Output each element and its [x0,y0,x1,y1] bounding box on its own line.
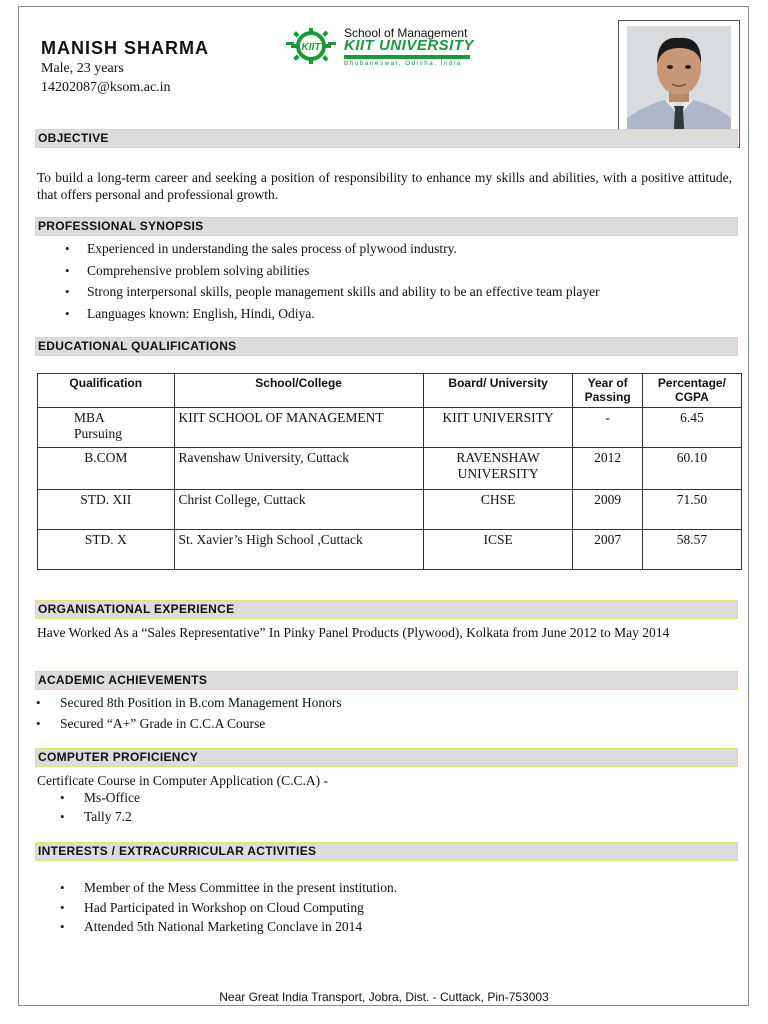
list-item [60,880,684,900]
table-cell: CHSE [423,490,573,530]
table-cell: 71.50 [642,490,741,530]
list-item-text: Comprehensive problem solving abilities [87,262,310,278]
computer-list [60,790,484,828]
education-header-row [38,374,742,408]
section-objective: OBJECTIVE [35,129,738,148]
kiit-logo [286,26,486,68]
bullet-dot-icon: • [60,899,65,915]
section-education: EDUCATIONAL QUALIFICATIONS [35,337,738,356]
section-achievements: ACADEMIC ACHIEVEMENTS [35,671,738,690]
bullet-dot-icon: • [60,809,65,824]
list-item [65,284,727,306]
list-item [60,809,484,828]
table-cell: 2007 [573,530,642,570]
objective-text: To build a long-term career and seeking a position of responsibility to enhance my skills and abilities, with a positive attitude, that offers personal and professional growth. [37,170,732,202]
header-year: Year of Passing [573,374,642,408]
table-cell: STD. X [38,530,175,570]
logo-location-text: Bhubaneswar, Odisha, India [344,60,462,67]
svg-text:KIIT: KIIT [301,42,321,53]
table-row [38,490,742,530]
bullet-dot-icon: • [65,305,70,321]
table-cell: KIIT SCHOOL OF MANAGEMENT [174,408,423,448]
table-cell: Christ College, Cuttack [174,490,423,530]
table-cell: KIIT UNIVERSITY [423,408,573,448]
synopsis-list [65,241,727,327]
list-item [65,262,727,285]
logo-university-text: KIIT UNIVERSITY [344,37,475,54]
profile-photo [627,26,731,144]
table-cell: Ravenshaw University, Cuttack [174,448,423,490]
table-cell: - [573,408,642,448]
interests-list [60,880,684,939]
section-experience: ORGANISATIONAL EXPERIENCE [35,600,738,619]
table-cell: 60.10 [642,448,741,490]
table-cell: STD. XII [38,490,175,530]
kiit-wheel-logo-icon [286,28,336,64]
table-cell: 2012 [573,448,642,490]
email: 14202087@ksom.ac.in [41,80,171,95]
header-percentage: Percentage/ CGPA [642,374,741,408]
gender-age: Male, 23 years [41,61,124,76]
list-item-text: Tally 7.2 [84,809,132,824]
table-cell: 6.45 [642,408,741,448]
bullet-dot-icon: • [65,284,70,299]
header-board: Board/ University [423,374,573,408]
table-cell: ICSE [423,530,573,570]
list-item [65,241,727,263]
bullet-dot-icon: • [60,919,65,934]
table-cell: 2009 [573,490,642,530]
experience-text: Have Worked As a “Sales Representative” In Pinky Panel Products (Plywood), Kolkata from June 2012 to May 2014 [37,625,670,640]
table-cell: RAVENSHAW UNIVERSITY [423,448,573,490]
bullet-dot-icon: • [65,262,70,278]
table-row [38,448,742,490]
bullet-dot-icon: • [36,695,41,710]
list-item-text: Ms-Office [84,790,140,805]
list-item [65,305,727,328]
list-item-text: Had Participated in Workshop on Cloud Computing [84,899,364,915]
bullet-dot-icon: • [36,716,41,731]
list-item-text: Member of the Mess Committee in the present institution. [84,880,398,895]
list-item-text: Strong interpersonal skills, people management skills and ability to be an effective team player [87,284,600,299]
table-cell: B.COM [38,448,175,490]
section-computer: COMPUTER PROFICIENCY [35,748,738,767]
bullet-dot-icon: • [60,790,65,805]
list-item [36,716,720,737]
candidate-name: MANISH SHARMA [41,38,209,58]
computer-intro: Certificate Course in Computer Application (C.C.A) - [37,773,328,788]
logo-strip [344,55,470,59]
achievements-list [36,695,720,737]
list-item-text: Attended 5th National Marketing Conclave in 2014 [84,919,363,934]
section-interests: INTERESTS / EXTRACURRICULAR ACTIVITIES [35,842,738,861]
table-cell: 58.57 [642,530,741,570]
table-cell: St. Xavier’s High School ,Cuttack [174,530,423,570]
table-row [38,408,742,448]
education-table [37,373,742,570]
list-item-text: Secured 8th Position in B.com Management Honors [60,695,342,710]
logo-school-text: School of Management [344,26,468,40]
list-item-text: Experienced in understanding the sales process of plywood industry. [87,241,457,256]
section-synopsis: PROFESSIONAL SYNOPSIS [35,217,738,236]
list-item [60,790,484,809]
table-cell: MBA Pursuing [38,408,175,448]
bullet-dot-icon: • [65,241,70,256]
footer-address: Near Great India Transport, Jobra, Dist. - Cuttack, Pin-753003 [219,990,549,1004]
header-qualification: Qualification [38,374,175,408]
header-school: School/College [174,374,423,408]
list-item-text: Languages known: English, Hindi, Odiya. [87,305,315,321]
list-item [60,919,684,939]
bullet-dot-icon: • [60,880,65,895]
list-item [60,899,684,920]
table-row [38,530,742,570]
list-item-text: Secured “A+” Grade in C.C.A Course [60,716,266,731]
list-item [36,695,720,716]
